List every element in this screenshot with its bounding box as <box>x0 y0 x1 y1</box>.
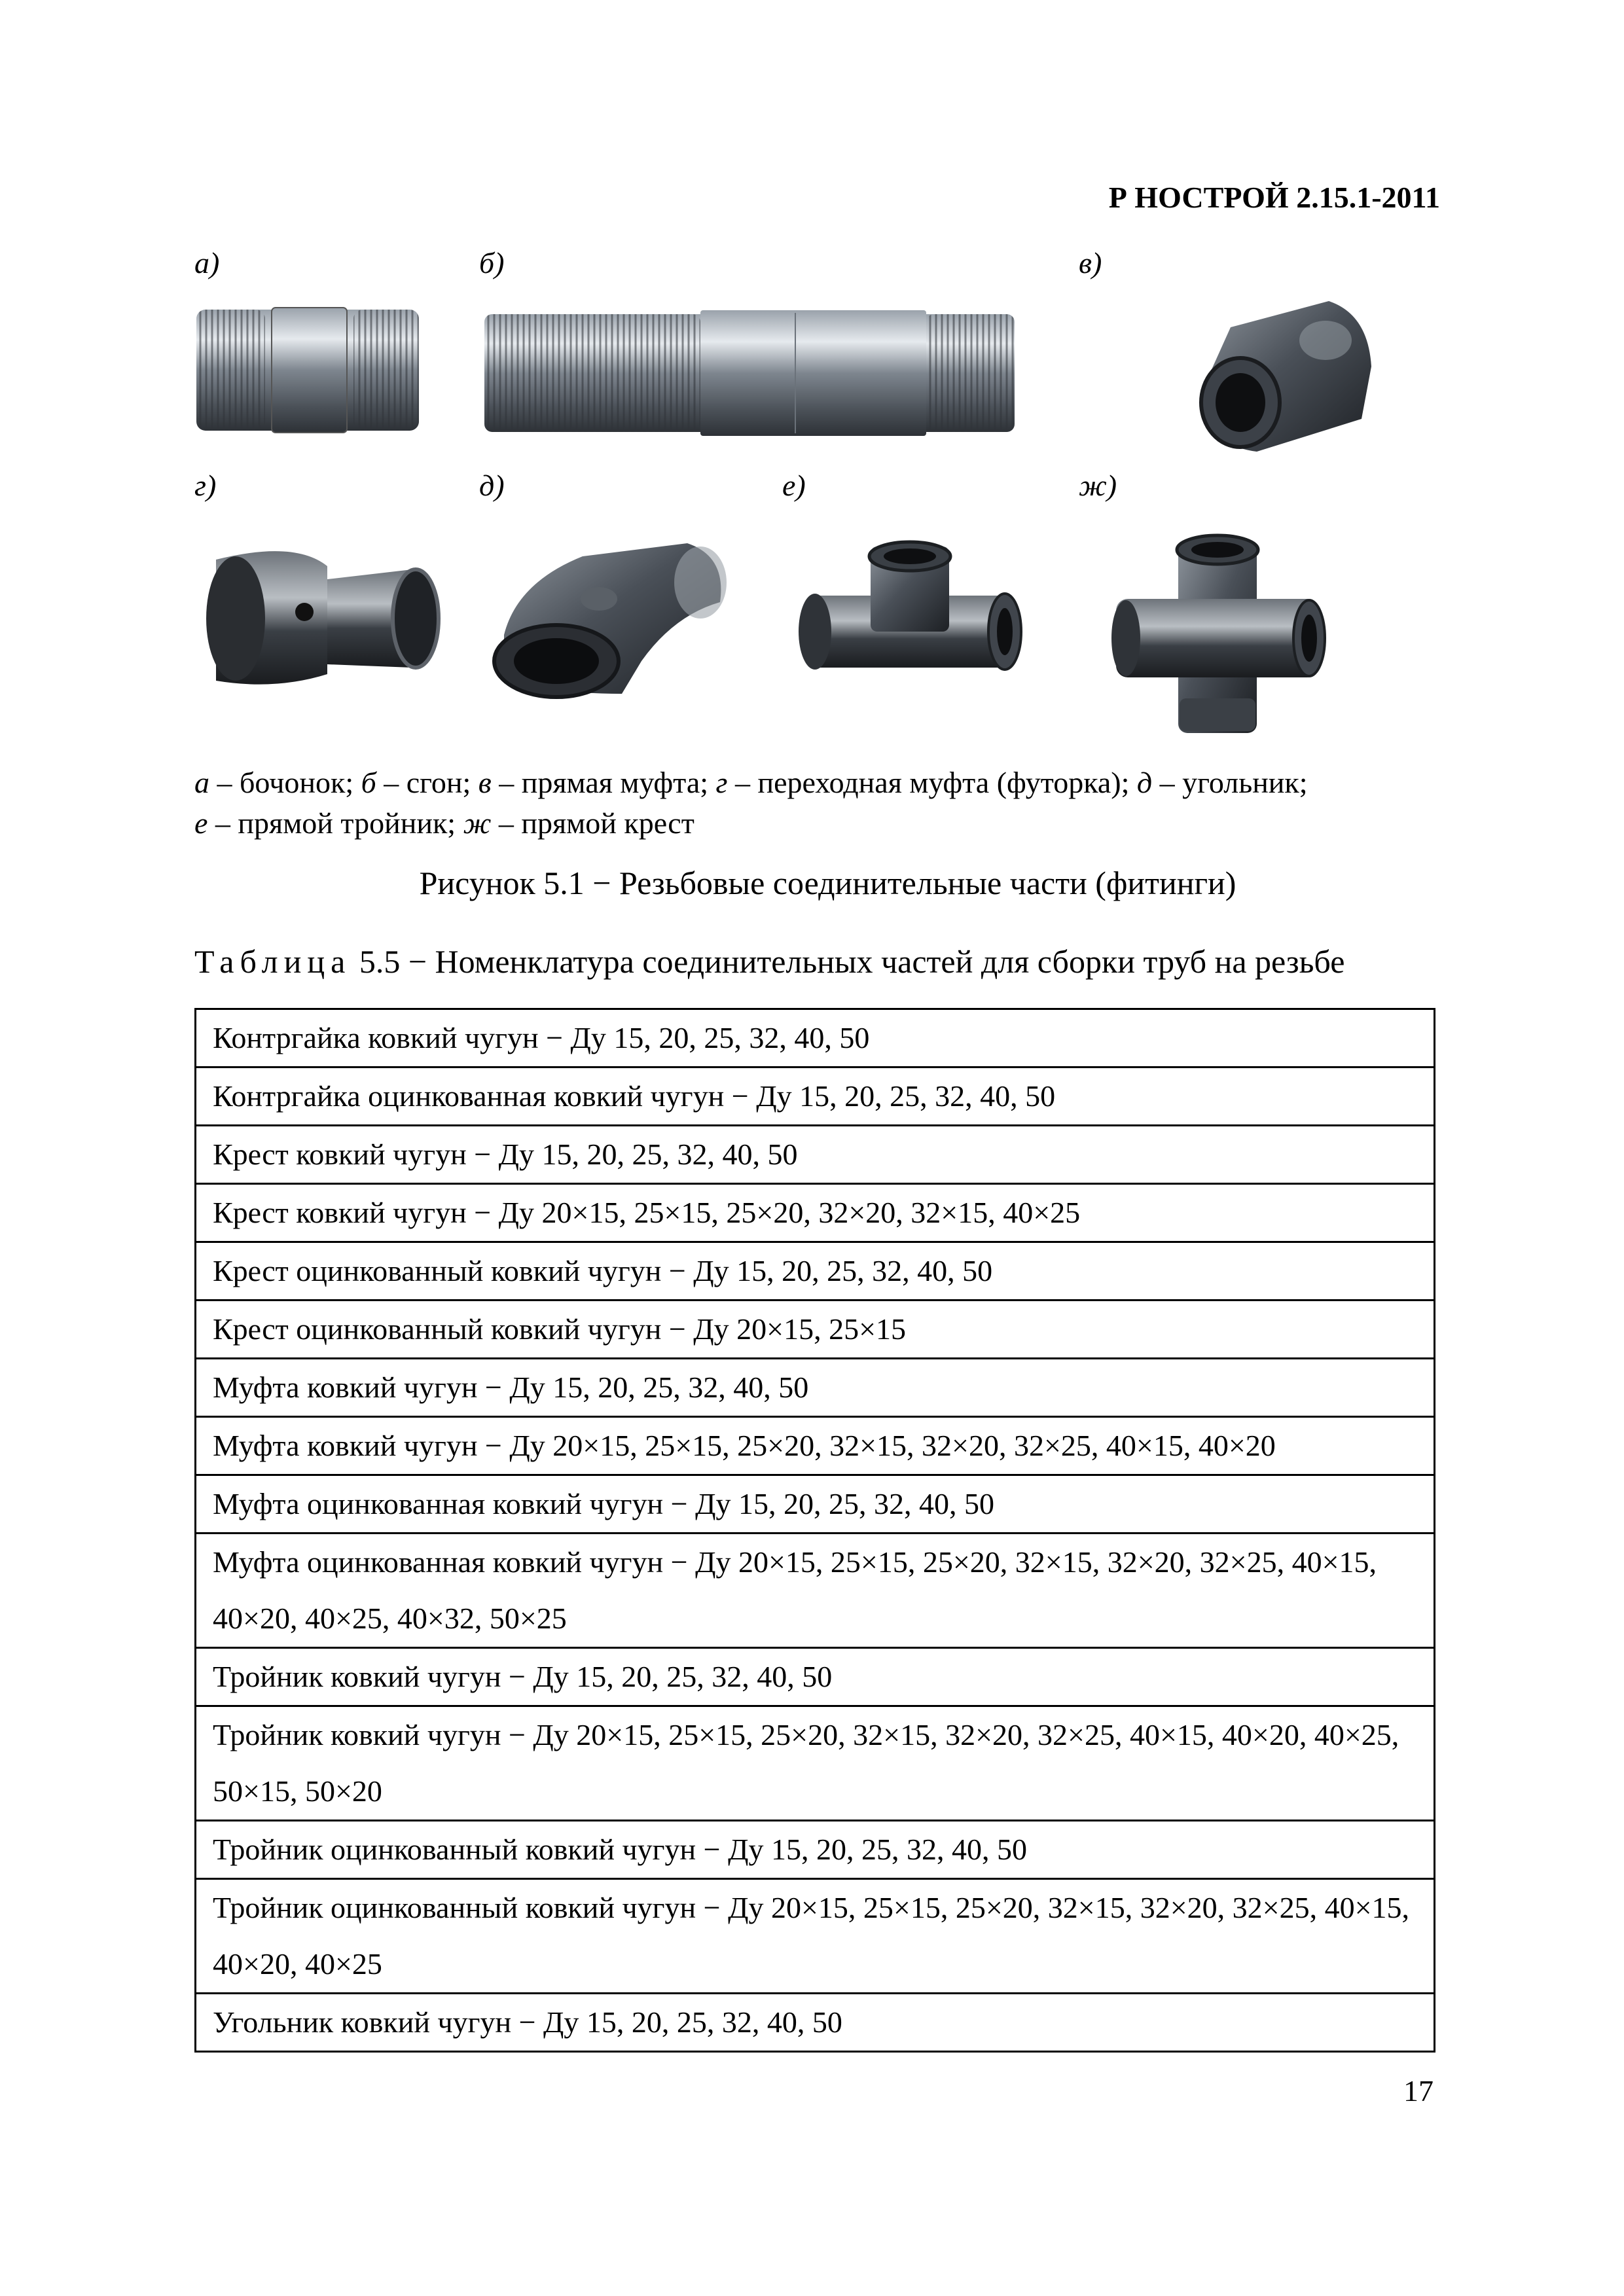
table-row <box>196 1417 1435 1475</box>
table-row <box>196 1648 1435 1706</box>
legend-text-a: – бочонок; <box>209 766 361 799</box>
table-row <box>196 1821 1435 1879</box>
table-row <box>196 1300 1435 1359</box>
table-row <box>196 1879 1435 1994</box>
table-cell: Тройник ковкий чугун − Ду 20×15, 25×15, 25×20, 32×15, 32×20, 32×25, 40×15, 40×20, 40×25, 50×15, 50×20 <box>196 1706 1435 1821</box>
legend-text-g: – переходная муфта (футорка); <box>727 766 1137 799</box>
table-row <box>196 1242 1435 1300</box>
table-row <box>196 1184 1435 1242</box>
table-cell: Тройник ковкий чугун − Ду 15, 20, 25, 32, 40, 50 <box>196 1648 1435 1706</box>
table-cell: Муфта ковкий чугун − Ду 15, 20, 25, 32, 40, 50 <box>196 1359 1435 1417</box>
document-code: Р НОСТРОЙ 2.15.1-2011 <box>1108 181 1440 214</box>
legend-text-d: – угольник; <box>1152 766 1308 799</box>
table-title-label: Таблица <box>194 943 352 980</box>
straight-coupling-photo <box>1185 288 1381 465</box>
figure-label-g: г) <box>194 469 217 502</box>
legend-text-v: – прямая муфта; <box>491 766 716 799</box>
table-row <box>196 1534 1435 1648</box>
figure-label-e: е) <box>782 469 806 502</box>
figure-legend <box>194 762 1461 844</box>
legend-key-g: г <box>715 766 728 799</box>
legend-text-zh: – прямой крест <box>491 806 695 840</box>
figure-label-zh: ж) <box>1079 469 1117 502</box>
legend-text-b: – сгон; <box>376 766 478 799</box>
nomenclature-table <box>194 1008 1435 2053</box>
figure-title: Рисунок 5.1 − Резьбовые соединительные части (фитинги) <box>419 865 1236 901</box>
table-row <box>196 1067 1435 1126</box>
table-row <box>196 1126 1435 1184</box>
table-cell: Крест оцинкованный ковкий чугун − Ду 20×15, 25×15 <box>196 1300 1435 1359</box>
long-nipple-photo <box>481 308 1018 439</box>
table-cell: Муфта оцинкованная ковкий чугун − Ду 20×15, 25×15, 25×20, 32×15, 32×20, 32×25, 40×15, 40×20, 40×25, 40×32, 50×25 <box>196 1534 1435 1648</box>
table-row <box>196 1475 1435 1534</box>
table-cell: Контргайка оцинкованная ковкий чугун − Ду 15, 20, 25, 32, 40, 50 <box>196 1067 1435 1126</box>
legend-key-zh: ж <box>463 806 492 840</box>
elbow-photo <box>478 530 733 704</box>
table-cell: Крест оцинкованный ковкий чугун − Ду 15, 20, 25, 32, 40, 50 <box>196 1242 1435 1300</box>
table-cell: Крест ковкий чугун − Ду 15, 20, 25, 32, 40, 50 <box>196 1126 1435 1184</box>
table-title <box>194 942 1461 980</box>
figure-label-a: а) <box>194 246 220 279</box>
table-title-text: 5.5 − Номенклатура соединительных частей для сборки труб на резьбе <box>351 943 1345 980</box>
reducing-coupling-photo <box>196 533 445 694</box>
table-row <box>196 1994 1435 2052</box>
page-number: 17 <box>1403 2074 1434 2108</box>
legend-text-e: – прямой тройник; <box>208 806 463 840</box>
table-row <box>196 1706 1435 1821</box>
legend-key-b: б <box>361 766 376 799</box>
legend-key-v: в <box>478 766 492 799</box>
table-row <box>196 1009 1435 1067</box>
table-cell: Муфта ковкий чугун − Ду 20×15, 25×15, 25×20, 32×15, 32×20, 32×25, 40×15, 40×20 <box>196 1417 1435 1475</box>
table-body <box>196 1009 1435 2052</box>
table-cell: Тройник оцинкованный ковкий чугун − Ду 15, 20, 25, 32, 40, 50 <box>196 1821 1435 1879</box>
tee-photo <box>792 533 1028 710</box>
table-row <box>196 1359 1435 1417</box>
table-cell: Контргайка ковкий чугун − Ду 15, 20, 25, 32, 40, 50 <box>196 1009 1435 1067</box>
barrel-nipple-photo <box>193 300 422 440</box>
figure-label-b: б) <box>479 246 505 279</box>
figure-label-v: в) <box>1079 246 1102 279</box>
table-cell: Крест ковкий чугун − Ду 20×15, 25×15, 25×20, 32×20, 32×15, 40×25 <box>196 1184 1435 1242</box>
legend-key-e: е <box>194 806 208 840</box>
legend-key-a: а <box>194 766 209 799</box>
table-cell: Тройник оцинкованный ковкий чугун − Ду 20×15, 25×15, 25×20, 32×15, 32×20, 32×25, 40×15, 40×20, 40×25 <box>196 1879 1435 1994</box>
figure-label-d: д) <box>479 469 505 502</box>
cross-photo <box>1106 527 1329 743</box>
table-cell: Угольник ковкий чугун − Ду 15, 20, 25, 32, 40, 50 <box>196 1994 1435 2052</box>
legend-key-d: д <box>1136 766 1153 799</box>
table-cell: Муфта оцинкованная ковкий чугун − Ду 15, 20, 25, 32, 40, 50 <box>196 1475 1435 1534</box>
